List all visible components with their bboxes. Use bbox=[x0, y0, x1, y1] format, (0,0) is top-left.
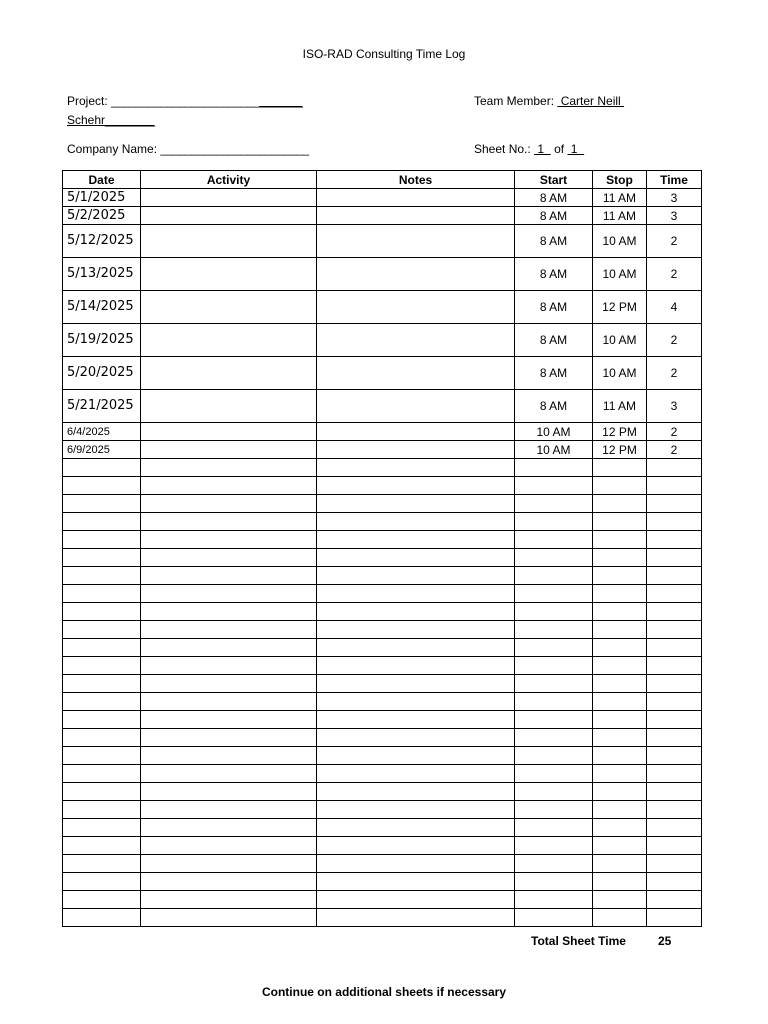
notes-cell bbox=[317, 441, 515, 459]
start-cell bbox=[515, 837, 593, 855]
activity-cell bbox=[141, 495, 317, 513]
notes-cell bbox=[317, 891, 515, 909]
notes-cell bbox=[317, 357, 515, 390]
project-blank-underlined: _______ bbox=[259, 94, 303, 108]
date-cell bbox=[63, 459, 141, 477]
footer-note: Continue on additional sheets if necessary bbox=[261, 985, 507, 999]
notes-cell bbox=[317, 567, 515, 585]
stop-cell bbox=[593, 675, 647, 693]
stop-cell: 11 AM bbox=[593, 390, 647, 423]
empty-table-row bbox=[63, 873, 702, 891]
notes-cell bbox=[317, 873, 515, 891]
empty-table-row bbox=[63, 855, 702, 873]
empty-table-row bbox=[63, 693, 702, 711]
activity-cell bbox=[141, 531, 317, 549]
stop-cell: 12 PM bbox=[593, 291, 647, 324]
date-cell: 5/1/2025 bbox=[63, 189, 141, 207]
notes-cell bbox=[317, 390, 515, 423]
activity-cell bbox=[141, 189, 317, 207]
notes-cell bbox=[317, 711, 515, 729]
start-cell bbox=[515, 765, 593, 783]
table-row bbox=[63, 207, 702, 225]
activity-cell bbox=[141, 711, 317, 729]
sheet-total-value: 1 bbox=[567, 142, 585, 156]
stop-cell bbox=[593, 603, 647, 621]
time-cell: 3 bbox=[647, 189, 702, 207]
stop-cell bbox=[593, 621, 647, 639]
activity-cell bbox=[141, 639, 317, 657]
notes-cell bbox=[317, 675, 515, 693]
table-row bbox=[63, 324, 702, 357]
time-cell bbox=[647, 477, 702, 495]
activity-cell bbox=[141, 225, 317, 258]
stop-cell bbox=[593, 873, 647, 891]
project-value-continuation bbox=[67, 113, 154, 127]
empty-table-row bbox=[63, 711, 702, 729]
activity-cell bbox=[141, 291, 317, 324]
time-cell bbox=[647, 855, 702, 873]
activity-cell bbox=[141, 873, 317, 891]
stop-cell bbox=[593, 747, 647, 765]
activity-cell bbox=[141, 603, 317, 621]
table-body bbox=[63, 189, 702, 927]
time-cell: 3 bbox=[647, 207, 702, 225]
column-header-stop: Stop bbox=[593, 171, 647, 189]
time-cell bbox=[647, 513, 702, 531]
activity-cell bbox=[141, 855, 317, 873]
start-cell bbox=[515, 747, 593, 765]
time-cell bbox=[647, 585, 702, 603]
time-cell bbox=[647, 549, 702, 567]
activity-cell bbox=[141, 693, 317, 711]
activity-cell bbox=[141, 837, 317, 855]
project-blank: ________________________ bbox=[111, 94, 260, 108]
empty-table-row bbox=[63, 783, 702, 801]
stop-cell bbox=[593, 657, 647, 675]
date-cell bbox=[63, 711, 141, 729]
start-cell bbox=[515, 819, 593, 837]
company-label: Company Name: bbox=[67, 142, 158, 156]
stop-cell bbox=[593, 459, 647, 477]
time-cell bbox=[647, 747, 702, 765]
activity-cell bbox=[141, 207, 317, 225]
sheet-of-label: of bbox=[554, 142, 565, 156]
start-cell bbox=[515, 675, 593, 693]
date-cell bbox=[63, 765, 141, 783]
start-cell: 10 AM bbox=[515, 423, 593, 441]
notes-cell bbox=[317, 801, 515, 819]
start-cell bbox=[515, 855, 593, 873]
stop-cell: 11 AM bbox=[593, 189, 647, 207]
start-cell bbox=[515, 477, 593, 495]
activity-cell bbox=[141, 783, 317, 801]
activity-cell bbox=[141, 390, 317, 423]
start-cell bbox=[515, 783, 593, 801]
company-line bbox=[67, 142, 309, 156]
start-cell bbox=[515, 873, 593, 891]
time-cell bbox=[647, 909, 702, 927]
start-cell bbox=[515, 603, 593, 621]
empty-table-row bbox=[63, 513, 702, 531]
date-cell: 5/2/2025 bbox=[63, 207, 141, 225]
empty-table-row bbox=[63, 585, 702, 603]
team-member-value: Carter Neill bbox=[557, 94, 625, 108]
sheet-number-label: Sheet No.: bbox=[474, 142, 531, 156]
date-cell: 5/13/2025 bbox=[63, 258, 141, 291]
start-cell bbox=[515, 657, 593, 675]
date-cell: 6/4/2025 bbox=[63, 423, 141, 441]
activity-cell bbox=[141, 324, 317, 357]
date-cell bbox=[63, 855, 141, 873]
activity-cell bbox=[141, 801, 317, 819]
activity-cell bbox=[141, 585, 317, 603]
stop-cell bbox=[593, 783, 647, 801]
start-cell bbox=[515, 693, 593, 711]
document-title: ISO-RAD Consulting Time Log bbox=[302, 47, 466, 61]
stop-cell bbox=[593, 477, 647, 495]
time-cell: 2 bbox=[647, 357, 702, 390]
project-value-blank: ________ bbox=[105, 113, 155, 127]
table-row bbox=[63, 441, 702, 459]
notes-cell bbox=[317, 747, 515, 765]
empty-table-row bbox=[63, 603, 702, 621]
start-cell: 8 AM bbox=[515, 390, 593, 423]
empty-table-row bbox=[63, 909, 702, 927]
notes-cell bbox=[317, 207, 515, 225]
project-label: Project: bbox=[67, 94, 108, 108]
notes-cell bbox=[317, 909, 515, 927]
stop-cell bbox=[593, 711, 647, 729]
date-cell: 5/19/2025 bbox=[63, 324, 141, 357]
time-cell bbox=[647, 783, 702, 801]
column-header-date: Date bbox=[63, 171, 141, 189]
stop-cell bbox=[593, 585, 647, 603]
date-cell: 5/20/2025 bbox=[63, 357, 141, 390]
start-cell: 8 AM bbox=[515, 291, 593, 324]
table-header-row bbox=[63, 171, 702, 189]
activity-cell bbox=[141, 357, 317, 390]
activity-cell bbox=[141, 441, 317, 459]
date-cell bbox=[63, 729, 141, 747]
date-cell bbox=[63, 693, 141, 711]
date-cell bbox=[63, 675, 141, 693]
empty-table-row bbox=[63, 747, 702, 765]
time-cell bbox=[647, 459, 702, 477]
notes-cell bbox=[317, 837, 515, 855]
start-cell bbox=[515, 513, 593, 531]
project-value: Schehr bbox=[67, 113, 106, 127]
column-header-activity: Activity bbox=[141, 171, 317, 189]
time-cell bbox=[647, 873, 702, 891]
start-cell: 8 AM bbox=[515, 189, 593, 207]
stop-cell bbox=[593, 693, 647, 711]
date-cell: 5/21/2025 bbox=[63, 390, 141, 423]
activity-cell bbox=[141, 513, 317, 531]
start-cell: 8 AM bbox=[515, 324, 593, 357]
start-cell bbox=[515, 495, 593, 513]
notes-cell bbox=[317, 189, 515, 207]
start-cell: 10 AM bbox=[515, 441, 593, 459]
table-row bbox=[63, 189, 702, 207]
date-cell: 5/14/2025 bbox=[63, 291, 141, 324]
notes-cell bbox=[317, 324, 515, 357]
date-cell: 5/12/2025 bbox=[63, 225, 141, 258]
start-cell bbox=[515, 891, 593, 909]
stop-cell bbox=[593, 837, 647, 855]
start-cell bbox=[515, 729, 593, 747]
start-cell bbox=[515, 621, 593, 639]
notes-cell bbox=[317, 291, 515, 324]
table-row bbox=[63, 258, 702, 291]
time-cell bbox=[647, 621, 702, 639]
date-cell bbox=[63, 495, 141, 513]
date-cell bbox=[63, 891, 141, 909]
stop-cell bbox=[593, 549, 647, 567]
total-sheet-time-label: Total Sheet Time bbox=[531, 934, 626, 948]
start-cell bbox=[515, 459, 593, 477]
time-cell bbox=[647, 603, 702, 621]
notes-cell bbox=[317, 423, 515, 441]
date-cell bbox=[63, 801, 141, 819]
total-sheet-time-value: 25 bbox=[658, 934, 672, 948]
date-cell bbox=[63, 567, 141, 585]
activity-cell bbox=[141, 423, 317, 441]
time-cell: 4 bbox=[647, 291, 702, 324]
notes-cell bbox=[317, 819, 515, 837]
table-row bbox=[63, 291, 702, 324]
date-cell bbox=[63, 747, 141, 765]
date-cell bbox=[63, 873, 141, 891]
time-cell bbox=[647, 801, 702, 819]
time-cell bbox=[647, 495, 702, 513]
date-cell bbox=[63, 621, 141, 639]
time-cell: 2 bbox=[647, 441, 702, 459]
notes-cell bbox=[317, 621, 515, 639]
time-cell bbox=[647, 711, 702, 729]
stop-cell bbox=[593, 855, 647, 873]
stop-cell bbox=[593, 531, 647, 549]
activity-cell bbox=[141, 891, 317, 909]
empty-table-row bbox=[63, 639, 702, 657]
empty-table-row bbox=[63, 567, 702, 585]
activity-cell bbox=[141, 765, 317, 783]
date-cell: 6/9/2025 bbox=[63, 441, 141, 459]
stop-cell bbox=[593, 729, 647, 747]
empty-table-row bbox=[63, 495, 702, 513]
table-row bbox=[63, 423, 702, 441]
date-cell bbox=[63, 639, 141, 657]
time-cell bbox=[647, 837, 702, 855]
start-cell: 8 AM bbox=[515, 207, 593, 225]
project-line bbox=[67, 94, 302, 108]
start-cell bbox=[515, 531, 593, 549]
empty-table-row bbox=[63, 801, 702, 819]
stop-cell: 10 AM bbox=[593, 225, 647, 258]
empty-table-row bbox=[63, 837, 702, 855]
start-cell bbox=[515, 639, 593, 657]
activity-cell bbox=[141, 258, 317, 291]
notes-cell bbox=[317, 585, 515, 603]
empty-table-row bbox=[63, 819, 702, 837]
activity-cell bbox=[141, 747, 317, 765]
notes-cell bbox=[317, 225, 515, 258]
start-cell bbox=[515, 585, 593, 603]
stop-cell: 10 AM bbox=[593, 357, 647, 390]
time-cell bbox=[647, 675, 702, 693]
start-cell bbox=[515, 711, 593, 729]
time-cell bbox=[647, 567, 702, 585]
empty-table-row bbox=[63, 891, 702, 909]
time-cell: 3 bbox=[647, 390, 702, 423]
stop-cell bbox=[593, 513, 647, 531]
stop-cell bbox=[593, 801, 647, 819]
notes-cell bbox=[317, 729, 515, 747]
stop-cell: 11 AM bbox=[593, 207, 647, 225]
empty-table-row bbox=[63, 765, 702, 783]
notes-cell bbox=[317, 603, 515, 621]
activity-cell bbox=[141, 477, 317, 495]
date-cell bbox=[63, 477, 141, 495]
empty-table-row bbox=[63, 675, 702, 693]
time-cell bbox=[647, 531, 702, 549]
table-row bbox=[63, 357, 702, 390]
notes-cell bbox=[317, 549, 515, 567]
stop-cell: 12 PM bbox=[593, 441, 647, 459]
start-cell bbox=[515, 801, 593, 819]
start-cell: 8 AM bbox=[515, 225, 593, 258]
stop-cell bbox=[593, 819, 647, 837]
empty-table-row bbox=[63, 459, 702, 477]
sheet-number-line bbox=[474, 142, 584, 156]
column-header-time: Time bbox=[647, 171, 702, 189]
notes-cell bbox=[317, 657, 515, 675]
activity-cell bbox=[141, 729, 317, 747]
time-cell bbox=[647, 639, 702, 657]
activity-cell bbox=[141, 459, 317, 477]
time-cell: 2 bbox=[647, 225, 702, 258]
empty-table-row bbox=[63, 549, 702, 567]
notes-cell bbox=[317, 855, 515, 873]
notes-cell bbox=[317, 765, 515, 783]
stop-cell: 10 AM bbox=[593, 324, 647, 357]
activity-cell bbox=[141, 675, 317, 693]
stop-cell bbox=[593, 495, 647, 513]
sheet-number-value: 1 bbox=[534, 142, 551, 156]
date-cell bbox=[63, 819, 141, 837]
start-cell: 8 AM bbox=[515, 357, 593, 390]
date-cell bbox=[63, 837, 141, 855]
time-cell bbox=[647, 729, 702, 747]
start-cell bbox=[515, 549, 593, 567]
empty-table-row bbox=[63, 621, 702, 639]
notes-cell bbox=[317, 531, 515, 549]
notes-cell bbox=[317, 477, 515, 495]
date-cell bbox=[63, 531, 141, 549]
start-cell bbox=[515, 567, 593, 585]
table-row bbox=[63, 225, 702, 258]
stop-cell bbox=[593, 567, 647, 585]
stop-cell bbox=[593, 909, 647, 927]
empty-table-row bbox=[63, 477, 702, 495]
activity-cell bbox=[141, 657, 317, 675]
date-cell bbox=[63, 909, 141, 927]
time-cell bbox=[647, 693, 702, 711]
activity-cell bbox=[141, 621, 317, 639]
time-cell: 2 bbox=[647, 423, 702, 441]
empty-table-row bbox=[63, 531, 702, 549]
activity-cell bbox=[141, 909, 317, 927]
table-row bbox=[63, 390, 702, 423]
date-cell bbox=[63, 783, 141, 801]
notes-cell bbox=[317, 258, 515, 291]
company-blank: ________________________ bbox=[160, 142, 309, 156]
time-log-table bbox=[62, 170, 702, 927]
notes-cell bbox=[317, 495, 515, 513]
date-cell bbox=[63, 657, 141, 675]
time-cell bbox=[647, 891, 702, 909]
stop-cell: 12 PM bbox=[593, 423, 647, 441]
date-cell bbox=[63, 513, 141, 531]
stop-cell bbox=[593, 639, 647, 657]
notes-cell bbox=[317, 639, 515, 657]
stop-cell bbox=[593, 891, 647, 909]
time-cell: 2 bbox=[647, 258, 702, 291]
time-cell bbox=[647, 765, 702, 783]
team-member-label: Team Member: bbox=[474, 94, 555, 108]
activity-cell bbox=[141, 549, 317, 567]
start-cell: 8 AM bbox=[515, 258, 593, 291]
notes-cell bbox=[317, 459, 515, 477]
date-cell bbox=[63, 585, 141, 603]
notes-cell bbox=[317, 693, 515, 711]
column-header-notes: Notes bbox=[317, 171, 515, 189]
stop-cell bbox=[593, 765, 647, 783]
column-header-start: Start bbox=[515, 171, 593, 189]
team-member-line bbox=[474, 94, 624, 108]
empty-table-row bbox=[63, 657, 702, 675]
date-cell bbox=[63, 603, 141, 621]
notes-cell bbox=[317, 783, 515, 801]
start-cell bbox=[515, 909, 593, 927]
activity-cell bbox=[141, 819, 317, 837]
stop-cell: 10 AM bbox=[593, 258, 647, 291]
notes-cell bbox=[317, 513, 515, 531]
time-cell bbox=[647, 657, 702, 675]
date-cell bbox=[63, 549, 141, 567]
time-cell bbox=[647, 819, 702, 837]
time-cell: 2 bbox=[647, 324, 702, 357]
empty-table-row bbox=[63, 729, 702, 747]
activity-cell bbox=[141, 567, 317, 585]
